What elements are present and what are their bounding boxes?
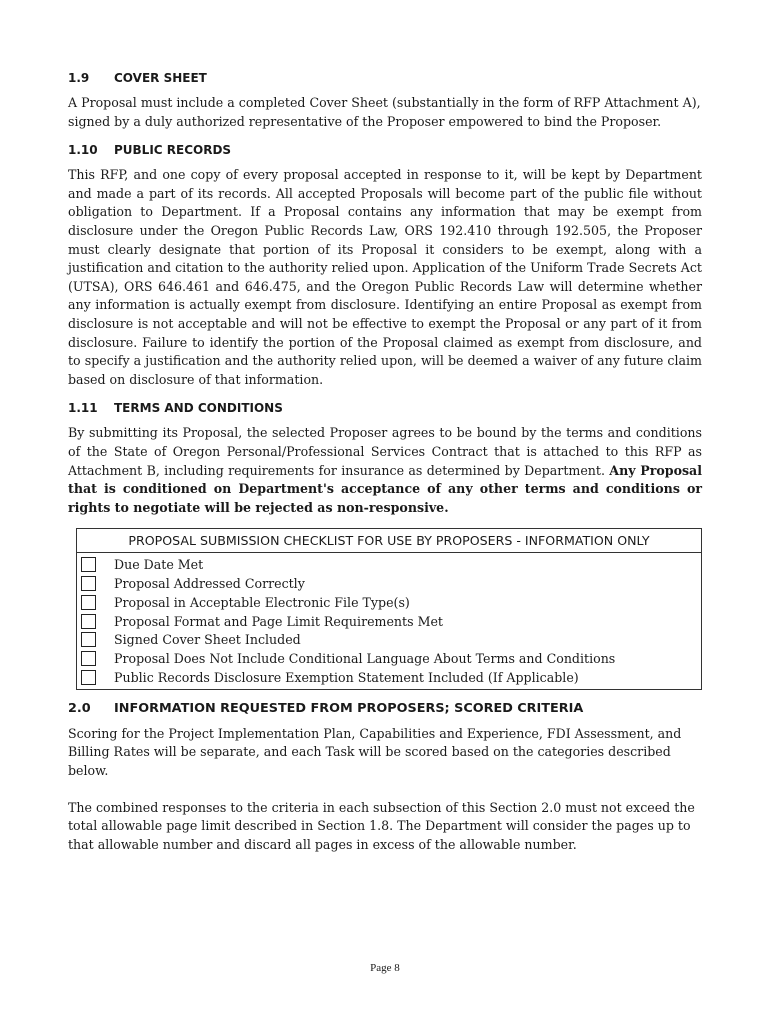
checkbox[interactable] — [81, 595, 96, 610]
checklist-row — [81, 593, 701, 612]
checkbox[interactable] — [81, 557, 96, 572]
section-title: INFORMATION REQUESTED FROM PROPOSERS; SCORED CRITERIA — [114, 700, 584, 716]
checkbox[interactable] — [81, 614, 96, 629]
checklist-row — [81, 612, 701, 631]
section-title: TERMS AND CONDITIONS — [114, 401, 283, 416]
section-heading-1-10 — [68, 142, 702, 158]
checklist-item-label: Due Date Met — [114, 557, 204, 573]
checklist-items — [77, 553, 701, 689]
cover-sheet-paragraph: A Proposal must include a completed Cover Sheet (substantially in the form of RFP Attachment A), signed by a duly authorized representative of the Proposer empowered to bind the Proposer. — [68, 95, 701, 129]
checklist-row — [81, 574, 701, 593]
checklist-header: PROPOSAL SUBMISSION CHECKLIST FOR USE BY PROPOSERS - INFORMATION ONLY — [77, 529, 701, 553]
checklist-item-label: Proposal Format and Page Limit Requirements Met — [114, 613, 443, 629]
section-title: PUBLIC RECORDS — [114, 143, 232, 158]
submission-checklist — [76, 528, 702, 690]
page-number: Page 8 — [370, 962, 400, 974]
page-limit-paragraph: The combined responses to the criteria in each subsection of this Section 2.0 must not exceed the total allowable page limit described in Section 1.8. The Department will consider the pages up to that allowable number and discard all pages in excess of the allowable number. — [68, 799, 695, 852]
checkbox[interactable] — [81, 576, 96, 591]
document-page — [68, 70, 702, 865]
terms-bold-text: Any Proposal that is conditioned on Department's acceptance of any other terms and conditions or rights to negotiate will be rejected as non-responsive. — [68, 462, 703, 515]
scoring-paragraph: Scoring for the Project Implementation Plan, Capabilities and Experience, FDI Assessment, and Billing Rates will be separate, and each Task will be scored based on the categories described below. — [68, 725, 682, 779]
section-number: 2.0 — [68, 700, 91, 716]
terms-text: By submitting its Proposal, the selected Proposer agrees to be bound by the terms and conditions of the State of Oregon Personal/Professional Services Contract that is attached to this RFP as Attachment B, including requirements for insurance as determined by Department. — [68, 425, 702, 478]
checklist-item-label: Public Records Disclosure Exemption Statement Included (If Applicable) — [114, 669, 579, 685]
section-title: COVER SHEET — [114, 71, 207, 85]
section-number: 1.10 — [68, 143, 98, 158]
checklist-item-label: Proposal Addressed Correctly — [114, 575, 305, 591]
checkbox[interactable] — [81, 670, 96, 685]
checklist-row — [81, 630, 701, 649]
section-number: 1.9 — [68, 71, 90, 85]
checklist-item-label: Proposal Does Not Include Conditional Language About Terms and Conditions — [114, 651, 616, 667]
checklist-item-label: Signed Cover Sheet Included — [114, 632, 301, 648]
section-heading-1-9 — [68, 70, 702, 86]
checklist-row — [81, 649, 701, 668]
terms-paragraph — [68, 424, 702, 517]
section-heading-1-11 — [68, 400, 702, 416]
section-heading-2-0 — [68, 701, 702, 717]
checkbox[interactable] — [81, 632, 96, 647]
checklist-row — [81, 555, 701, 574]
public-records-paragraph: This RFP, and one copy of every proposal accepted in response to it, will be kept by Department and made a part of its records. All accepted Proposals will become part of the public file without obligation to Department. If a Proposal contains any information that may be exempt from disclosure under the Oregon Public Records Law, ORS 192.410 through 192.505, the Proposer must clearly designate that portion of its Proposal it considers to be exempt, along with a justification and citation to the authority relied upon. Application of the Uniform Trade Secrets Act (UTSA), ORS 646.461 and 646.475, and the Oregon Public Records Law will determine whether any information is actually exempt from disclosure. Identifying an entire Proposal as exempt from disclosure is not acceptable and will not be effective to exempt the Proposal or any part of it from disclosure. Failure to identify the portion of the Proposal claimed as exempt from disclosure, and to specify a justification and the authority relied upon, will be deemed a waiver of any future claim based on disclosure of that information. — [68, 167, 702, 387]
checklist-item-label: Proposal in Acceptable Electronic File Type(s) — [114, 594, 410, 610]
section-number: 1.11 — [68, 401, 98, 416]
checklist-row — [81, 668, 701, 687]
checkbox[interactable] — [81, 651, 96, 666]
